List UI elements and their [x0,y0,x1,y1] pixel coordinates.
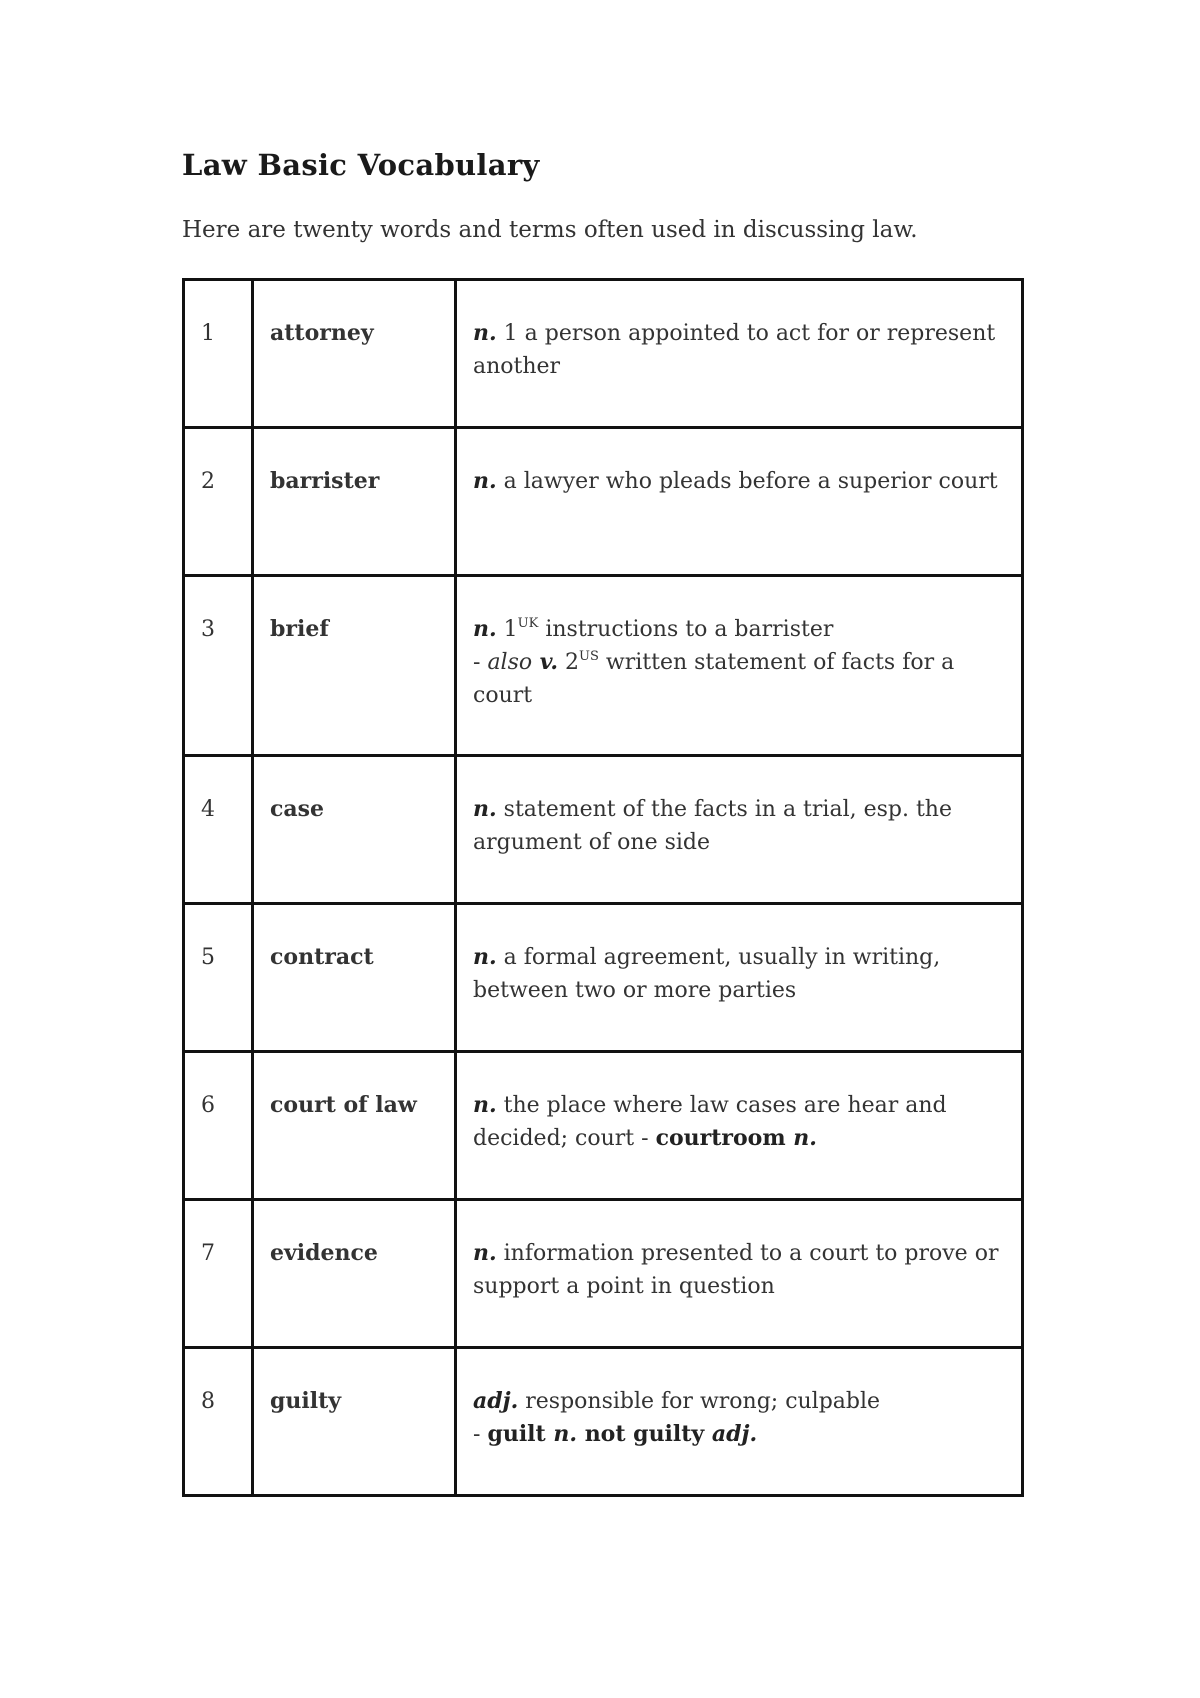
part-of-speech: n. [785,1125,817,1151]
definition [456,428,1023,576]
term: court of law [253,1052,456,1200]
related-term: guilt [487,1421,546,1447]
part-of-speech: adj. [704,1421,758,1447]
part-of-speech: n. [473,616,497,642]
sense-number: 2 [558,650,580,675]
term: brief [253,576,456,756]
dash: - [473,650,488,675]
definition [456,1348,1023,1496]
definition [456,280,1023,428]
definition-text: responsible for wrong; culpable [518,1389,881,1414]
definition-text: a lawyer who pleads before a superior court [496,469,998,494]
part-of-speech: n. [545,1421,578,1447]
related-term: not guilty [577,1421,705,1447]
definition [456,1200,1023,1348]
intro-text: Here are twenty words and terms often used in discussing law. [182,217,918,243]
vocabulary-table [182,278,1024,1497]
row-number: 5 [184,904,253,1052]
part-of-speech: n. [473,1240,497,1266]
sense-number: 1 [496,617,518,642]
part-of-speech: n. [473,1092,497,1118]
definition-text: 1 a person appointed to act for or represent another [473,321,996,379]
table-row [184,1348,1023,1496]
definition-text: written statement of facts for a court [473,650,955,708]
table-row [184,1200,1023,1348]
row-number: 1 [184,280,253,428]
table-row [184,576,1023,756]
table-row [184,904,1023,1052]
definition-text: instructions to a barrister [538,617,834,642]
part-of-speech: n. [473,468,497,494]
part-of-speech: n. [473,944,497,970]
also-label: also [487,650,533,675]
row-number: 6 [184,1052,253,1200]
part-of-speech: n. [473,320,497,346]
definition-text: the place where law cases are hear and decided; court - [473,1093,947,1151]
term: case [253,756,456,904]
row-number: 3 [184,576,253,756]
related-term: courtroom [655,1125,786,1151]
part-of-speech: v. [532,649,559,675]
definition-text: information presented to a court to prove or support a point in question [473,1241,999,1299]
table-row [184,756,1023,904]
term: attorney [253,280,456,428]
definition [456,1052,1023,1200]
table-row [184,428,1023,576]
term: evidence [253,1200,456,1348]
table-row [184,280,1023,428]
part-of-speech: n. [473,796,497,822]
row-number: 8 [184,1348,253,1496]
region-label: UK [517,616,539,631]
region-label: US [579,649,599,664]
part-of-speech: adj. [473,1388,519,1414]
term: barrister [253,428,456,576]
row-number: 4 [184,756,253,904]
definition [456,904,1023,1052]
dash: - [473,1422,488,1447]
definition [456,576,1023,756]
table-row [184,1052,1023,1200]
row-number: 2 [184,428,253,576]
row-number: 7 [184,1200,253,1348]
term: guilty [253,1348,456,1496]
definition [456,756,1023,904]
term: contract [253,904,456,1052]
page-title: Law Basic Vocabulary [182,148,540,182]
definition-text: a formal agreement, usually in writing, between two or more parties [473,945,941,1003]
definition-text: statement of the facts in a trial, esp. the argument of one side [473,797,952,855]
